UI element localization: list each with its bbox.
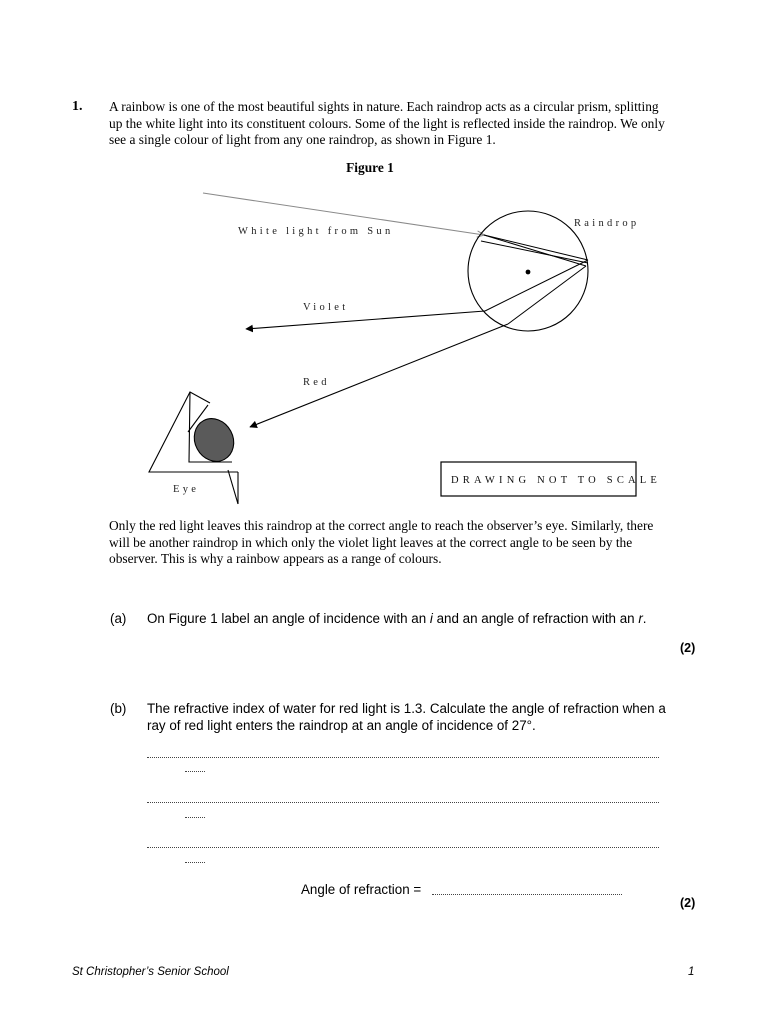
symbol-r: r bbox=[638, 611, 643, 626]
answer-line-1[interactable] bbox=[147, 754, 659, 758]
symbol-i: i bbox=[429, 611, 433, 626]
figure-title: Figure 1 bbox=[346, 160, 394, 175]
part-b-marks: (2) bbox=[680, 896, 696, 910]
answer-line-2-cont bbox=[185, 814, 205, 818]
raindrop-label: Raindrop bbox=[574, 218, 640, 229]
question-intro: A rainbow is one of the most beautiful sights in nature. Each raindrop acts as a circular prism, splitting up the white light into its constituent colours. Some of the light is reflected inside the raindrop. We only see a single colour of light from any one raindrop, as shown in Figure 1. bbox=[109, 99, 665, 147]
sunlight-label: White light from Sun bbox=[238, 226, 394, 237]
answer-line-3-cont bbox=[185, 859, 205, 863]
answer-label: Angle of refraction = bbox=[301, 882, 422, 897]
part-a-marks: (2) bbox=[680, 641, 696, 655]
not-to-scale-text: DRAWING NOT TO SCALE bbox=[451, 475, 662, 486]
part-b-label: (b) bbox=[110, 701, 127, 716]
part-a-question: On Figure 1 label an angle of incidence with an i and an angle of refraction with an r. bbox=[147, 611, 647, 626]
part-a-label: (a) bbox=[110, 611, 127, 626]
internal-rays bbox=[481, 235, 588, 324]
part-b-question: The refractive index of water for red light is 1.3. Calculate the angle of refraction when a ray of red light enters the raindrop at an angle of incidence of 27°. bbox=[147, 701, 666, 733]
violet-ray bbox=[246, 311, 485, 329]
red-label: Red bbox=[303, 377, 330, 388]
violet-label: Violet bbox=[303, 302, 349, 313]
footer-school-name: St Christopher’s Senior School bbox=[72, 966, 229, 978]
answer-field[interactable] bbox=[432, 892, 622, 895]
answer-line-2[interactable] bbox=[147, 799, 659, 803]
raindrop-centre-dot bbox=[526, 270, 531, 275]
red-ray bbox=[250, 324, 508, 427]
answer-line-1-cont bbox=[185, 768, 205, 772]
footer-page-number: 1 bbox=[688, 966, 695, 978]
question-number: 1. bbox=[72, 99, 83, 114]
answer-line-3[interactable] bbox=[147, 844, 659, 848]
eye-label: Eye bbox=[173, 484, 200, 495]
explanation-paragraph: Only the red light leaves this raindrop at the correct angle to reach the observer’s eye. Similarly, there will be another raindrop in which only the violet light leaves at the correct angle to be seen by the observer. This is why a rainbow appears as a range of colours. bbox=[109, 518, 654, 566]
